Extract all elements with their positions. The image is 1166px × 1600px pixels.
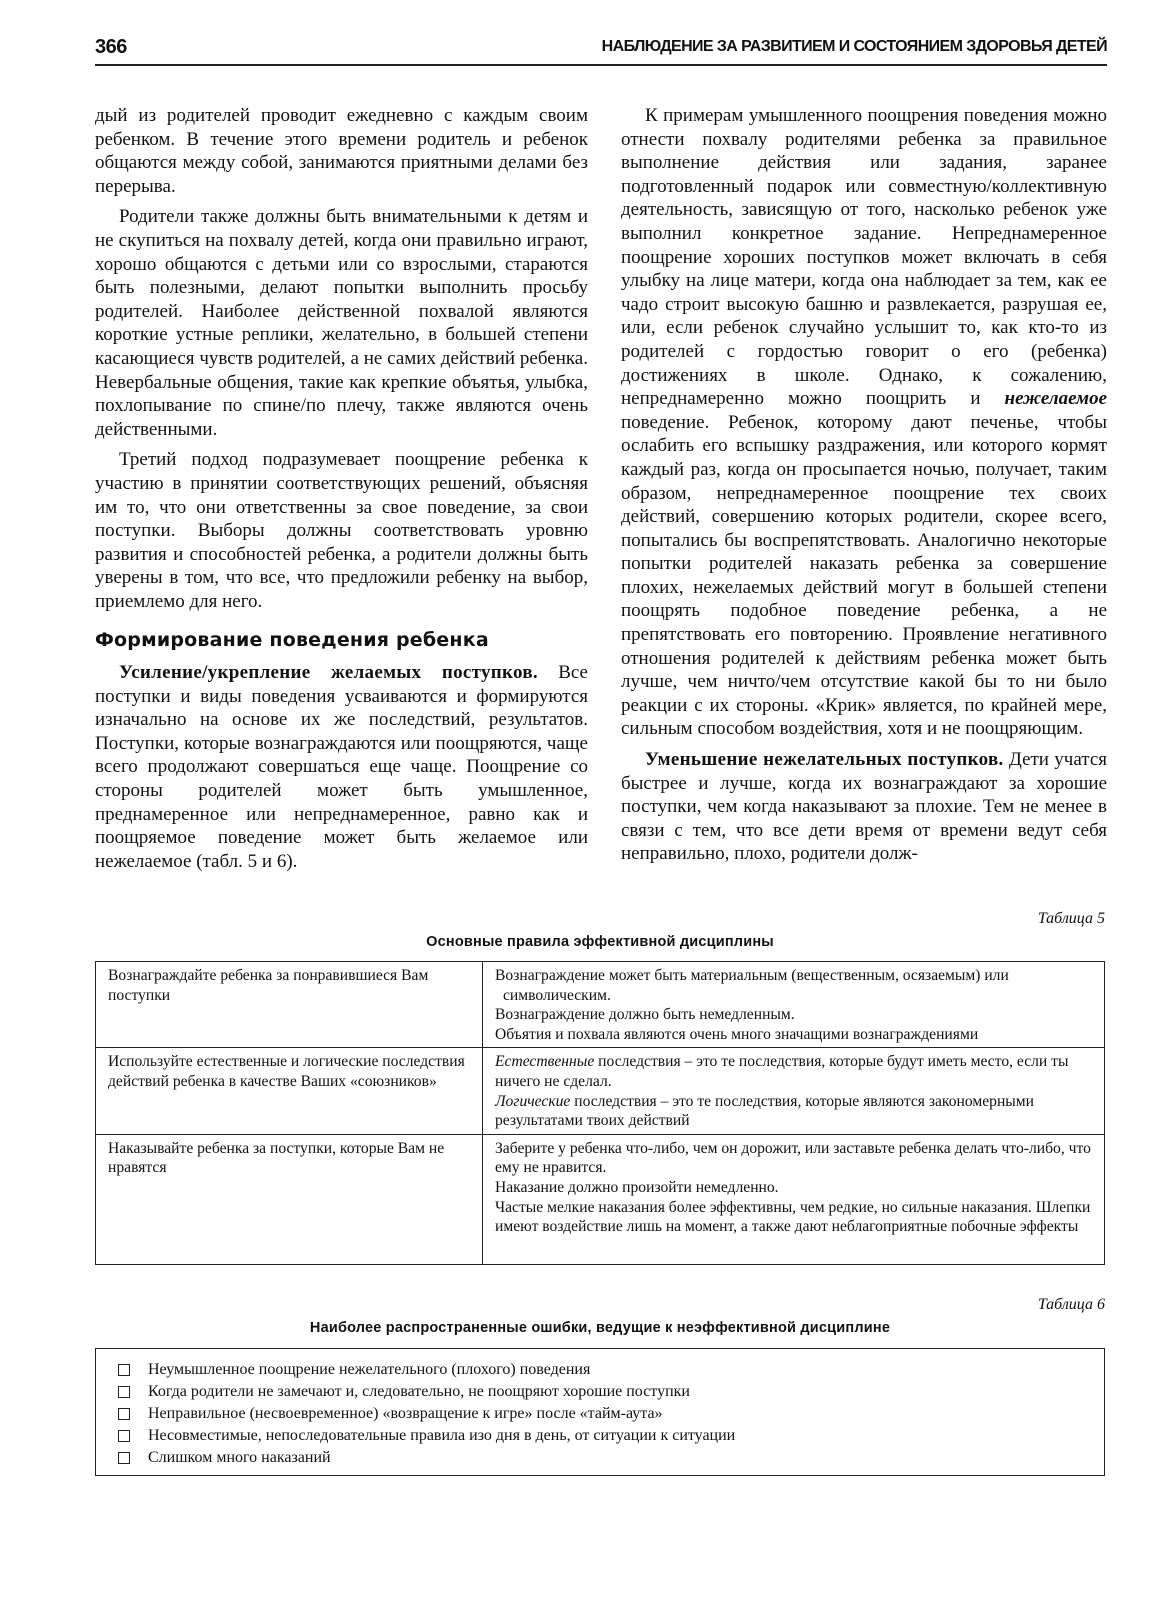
paragraph-text: Дети учатся быстрее и лучше, когда их вознаграждают за хорошие поступки, чем когда наказывают за плохие. Тем не менее в связи с тем, что все дети время от времени ведут себя неправильно, плохо, родители долж-	[621, 749, 1107, 865]
table-row	[96, 1048, 1105, 1134]
list-item	[118, 1403, 1104, 1425]
running-header	[95, 30, 1107, 66]
description-line	[495, 1092, 1094, 1131]
section-heading: Формирование поведения ребенка	[95, 629, 489, 652]
checkbox-icon	[118, 1430, 130, 1442]
list-item-text: Слишком много наказаний	[148, 1449, 331, 1466]
table-5-label: Таблица 5	[1037, 910, 1105, 927]
emphasis: Естественные	[495, 1053, 595, 1071]
emphasis: нежелаемое	[1004, 388, 1107, 410]
paragraph: Родители также должны быть внимательными к детям и не скупиться на похвалу детей, когда они правильно играют, хорошо общаются с детьми или со взрослыми, стараются быть полезными, делают попытки выполнить просьбу родителей. Наиболее действенной похвалой являются короткие устные реплики, желательно, в большей степени касающиеся чувств родителей, а не самих действий ребенка. Невербальные общения, такие как крепкие объятья, улыбка, похлопывание по спине/по плечу, также являются очень действенными.	[95, 206, 588, 440]
description-line: Вознаграждение может быть материальным (вещественным, осязаемым) или символическим.	[495, 967, 1009, 1004]
paragraph-text: поведение. Ребенок, которому дают печенье, чтобы ослабить его вспышку раздражения, или которого кормят каждый раз, когда он просыпается ночью, получает, таким образом, непреднамеренное поощрение тех своих действий, совершению которых родители, скорее всего, попытались бы воспрепятствовать. Аналогично некоторые попытки родителей наказать ребенка за совершение плохих, нежелаемых действий могут в большей степени поощрять подобное поведение ребенка, а не препятствовать его повторению. Проявление негативного отношения родителей к действиям ребенка может быть лучше, чем ничто/чем отсутствие какой бы то ни было реакции с их стороны. «Крик» является, по крайней мере, сильным способом воздействия, хотя и не поощряющим.	[621, 411, 1107, 740]
list-item	[118, 1447, 1104, 1469]
table-row	[96, 962, 1105, 1048]
right-column	[621, 104, 1107, 866]
description-line: Наказание должно произойти немедленно.	[495, 1178, 779, 1196]
line-text: последствия – это те последствия, которые являются закономерными результатами твоих действий	[495, 1092, 1034, 1130]
list-item	[118, 1359, 1104, 1381]
run-in-heading: Усиление/укрепление желаемых поступков.	[119, 662, 538, 684]
paragraph-text: Все поступки и виды поведения усваиваются и формируются изначально на основе их же последствий, результатов. Поступки, которые вознаграждаются или поощряются, чаще всего продолжают совершаться еще чаще. Поощрение со стороны родителей может быть умышленное, преднамеренное или непреднамеренное, равно как и поощряемое поведение может быть желаемое или нежелаемое (табл. 5 и 6).	[95, 662, 588, 872]
line-text: последствия – это те последствия, которые будут иметь место, если ты ничего не сделал.	[495, 1053, 1069, 1090]
run-in-heading: Уменьшение нежелательных поступков.	[645, 749, 1004, 771]
table-6-label: Таблица 6	[1037, 1296, 1105, 1313]
list-item-text: Неправильное (несвоевременное) «возвращение к игре» после «тайм-аута»	[148, 1405, 663, 1422]
description-line: Частые мелкие наказания более эффективны, чем редкие, но сильные наказания. Шлепки имеют воздействие лишь на момент, а также дают неблагоприятные побочные эффекты	[495, 1198, 1091, 1236]
rule-cell: Используйте естественные и логические последствия действий ребенка в качестве Ваших «союзников»	[96, 1048, 483, 1134]
list-item-text: Неумышленное поощрение нежелательного (плохого) поведения	[148, 1361, 591, 1378]
table-5-title: Основные правила эффективной дисциплины	[426, 934, 774, 950]
paragraph-text: К примерам умышленного поощрения поведения можно отнести похвалу родителями ребенка за правильное выполнение действия или задания, заранее подготовленный подарок или совместную/коллективную деятельность, зависящую от того, насколько ребенок уже выполнил конкретное задание. Непреднамеренное поощрение хороших поступков может включать в себя улыбку на лице матери, когда она наблюдает за тем, как ее чадо строит высокую башню и развлекается, разрушая ее, или, если ребенок случайно услышит то, как кто-то из родителей с гордостью говорит о его (ребенка) достижениях в школе. Однако, к сожалению, непреднамеренно можно поощрить и	[621, 105, 1107, 410]
description-line	[495, 1052, 1094, 1091]
description-line: Вознаграждение должно быть немедленным.	[495, 1006, 795, 1024]
checkbox-icon	[118, 1408, 130, 1420]
rule-cell: Наказывайте ребенка за поступки, которые Вам не нравятся	[96, 1134, 483, 1264]
description-line: Объятия и похвала являются очень много значащими вознаграждениями	[495, 1025, 979, 1043]
rule-cell: Вознаграждайте ребенка за понравившиеся Вам поступки	[96, 962, 483, 1048]
description-cell	[483, 1048, 1105, 1134]
table-6-title: Наиболее распространенные ошибки, ведущие к неэффективной дисциплине	[309, 1320, 891, 1336]
list-item-text: Когда родители не замечают и, следовательно, не поощряют хорошие поступки	[148, 1383, 690, 1400]
description-cell	[483, 962, 1105, 1048]
table-row	[96, 1134, 1105, 1264]
checkbox-icon	[118, 1452, 130, 1464]
list-item	[118, 1381, 1104, 1403]
paragraph	[95, 661, 588, 873]
paragraph	[621, 748, 1107, 866]
paragraph: Третий подход подразумевает поощрение ребенка к участию в принятии соответствующих решений, объясняя им то, что они ответственны за свое поведение, за свои поступки. Выборы должны соответствовать уровню развития и способностей ребенка, а родители должны быть уверены в том, что все, что предложили ребенку на выбор, приемлемо для него.	[95, 449, 588, 612]
table-5	[95, 961, 1105, 1265]
paragraph: дый из родителей проводит ежедневно с каждым своим ребенком. В течение этого времени родитель и ребенок общаются между собой, занимаются приятными делами без перерыва.	[95, 105, 588, 197]
checklist	[96, 1349, 1104, 1469]
emphasis: Логические	[495, 1092, 571, 1110]
table-6	[95, 1348, 1105, 1476]
description-cell	[483, 1134, 1105, 1264]
paragraph	[621, 104, 1107, 741]
running-title: НАБЛЮДЕНИЕ ЗА РАЗВИТИЕМ И СОСТОЯНИЕМ ЗДОРОВЬЯ ДЕТЕЙ	[601, 38, 1107, 55]
page-number: 366	[95, 36, 127, 58]
left-column	[95, 104, 588, 873]
checkbox-icon	[118, 1364, 130, 1376]
list-item	[118, 1425, 1104, 1447]
checkbox-icon	[118, 1386, 130, 1398]
description-line: Заберите у ребенка что-либо, чем он дорожит, или заставьте ребенка делать что-либо, что ему не нравится.	[495, 1139, 1091, 1177]
list-item-text: Несовместимые, непоследовательные правила изо дня в день, от ситуации к ситуации	[148, 1427, 736, 1444]
